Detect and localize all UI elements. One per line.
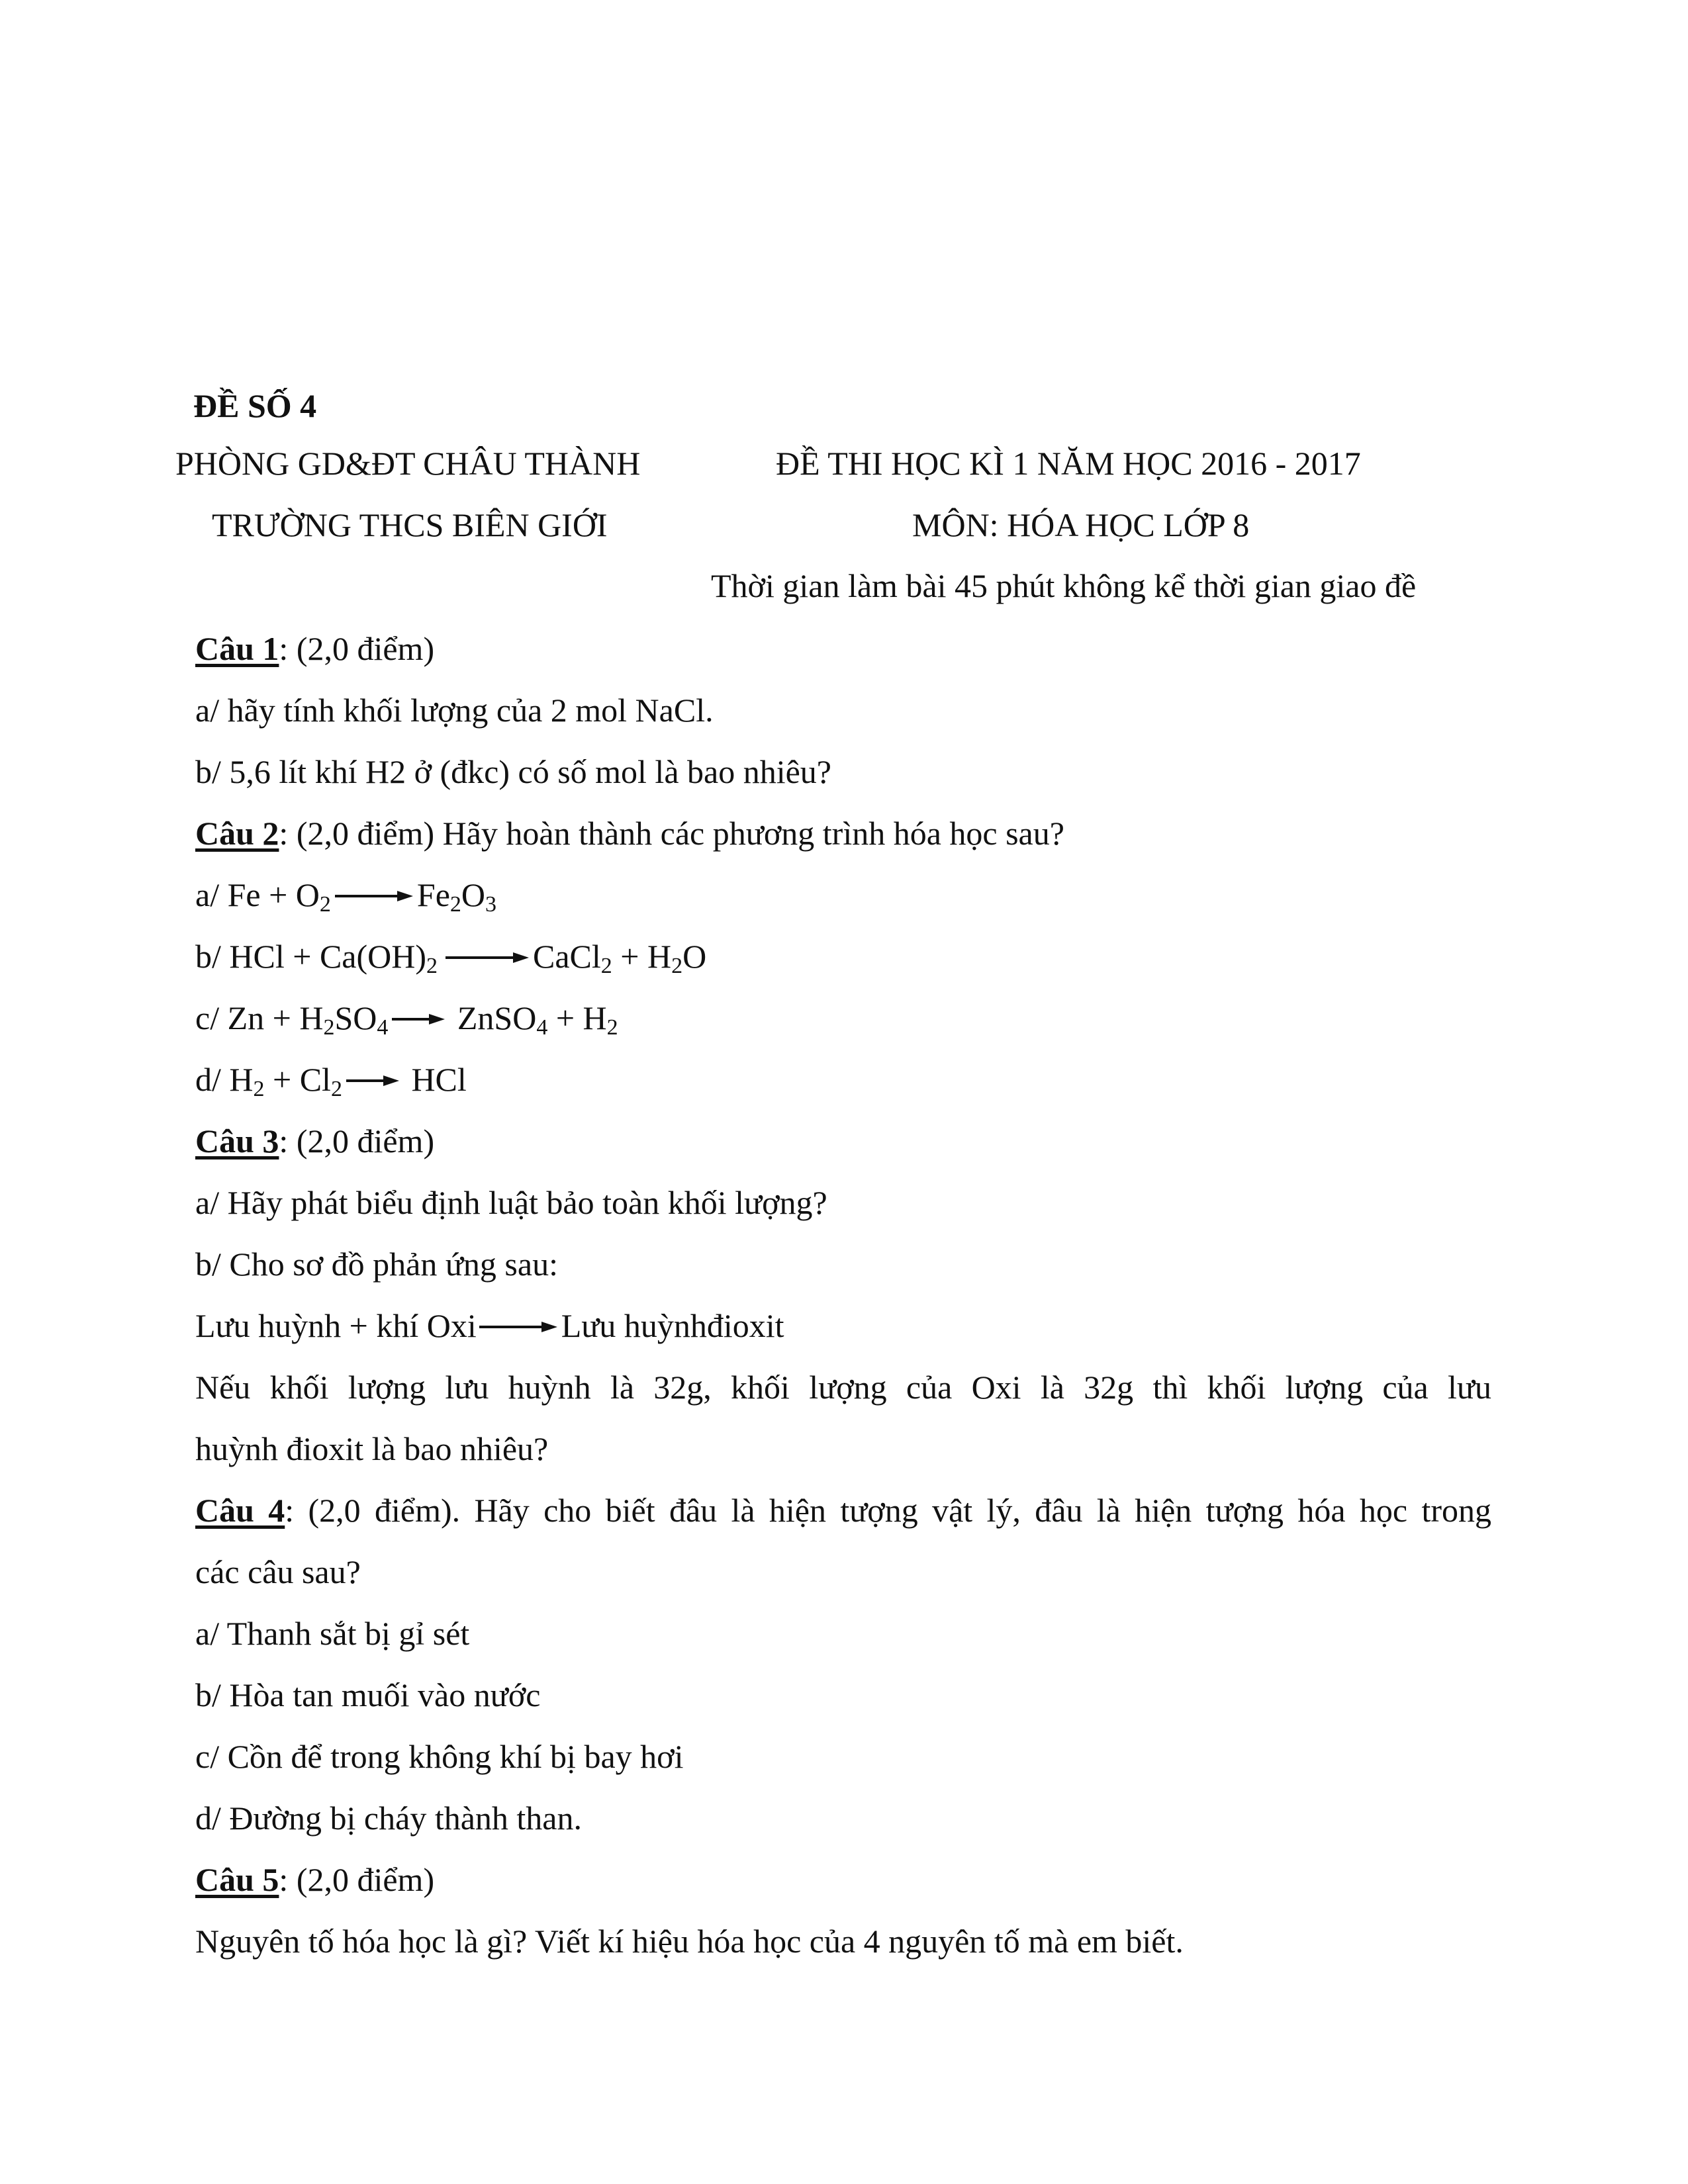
exam-title: ĐỀ THI HỌC KÌ 1 NĂM HỌC 2016 - 2017 [776,445,1361,482]
question-1-heading [195,632,434,665]
question-3-part-b: b/ Cho sơ đồ phản ứng sau: [195,1246,558,1283]
question-3-problem-line-2: huỳnh đioxit là bao nhiêu? [195,1430,549,1467]
question-2-text: : (2,0 điểm) Hãy hoàn thành các phương trình hóa học sau? [279,815,1064,852]
question-3-points: : (2,0 điểm) [279,1122,435,1160]
reaction-scheme: Lưu huỳnh + khí Oxi Lưu huỳnhđioxit [195,1307,784,1344]
question-5-label: Câu 5 [195,1861,279,1898]
question-3-problem-line-1: Nếu khối lượng lưu huỳnh là 32g, khối lượng của Oxi là 32g thì khối lượng của lưu [195,1369,1491,1406]
question-1-part-b: b/ 5,6 lít khí H2 ở (đkc) có số mol là bao nhiêu? [195,753,831,790]
exam-number: ĐỀ SỐ 4 [193,387,317,424]
question-4-part-c: c/ Cồn để trong không khí bị bay hơi [195,1738,684,1775]
question-4-label: Câu 4 [195,1492,285,1529]
question-3-label: Câu 3 [195,1122,279,1160]
equation-c: c/ $Zn + H_2SO_4$ ZnSO$_4$ + $H_2$ [195,999,618,1040]
reaction-arrow-icon [334,889,414,903]
question-4-text-line-2: các câu sau? [195,1553,361,1590]
question-4-part-d: d/ Đường bị cháy thành than. [195,1799,582,1837]
question-4-text-line-1: : (2,0 điểm). Hãy cho biết đâu là hiện tượng vật lý, đâu là hiện tượng hóa học trong [285,1492,1492,1529]
question-3-heading [195,1124,434,1158]
school-name: TRƯỜNG THCS BIÊN GIỚI [212,506,608,543]
department-name: PHÒNG GD&ĐT CHÂU THÀNH [175,445,641,482]
question-4-part-b: b/ Hòa tan muối vào nước [195,1676,541,1713]
equation-a: a/ $Fe + O_2$ $Fe_2O_3$ [195,876,496,917]
question-4-heading [195,1494,1491,1527]
question-5-points: : (2,0 điểm) [279,1861,435,1898]
question-1-part-a: a/ hãy tính khối lượng của 2 mol NaCl. [195,692,714,729]
subject-title: MÔN: HÓA HỌC LỚP 8 [912,506,1250,543]
question-4-part-a: a/ Thanh sắt bị gỉ sét [195,1615,470,1652]
question-2-label: Câu 2 [195,815,279,852]
reaction-arrow-icon [479,1320,559,1334]
question-2-heading [195,817,1064,850]
reaction-arrow-icon [440,951,530,964]
question-5-heading [195,1863,434,1896]
question-5-text: Nguyên tố hóa học là gì? Viết kí hiệu hóa học của 4 nguyên tố mà em biết. [195,1923,1184,1960]
equation-d: d/ $H_2 + Cl_2$ HCl [195,1061,467,1101]
question-1-label: Câu 1 [195,630,279,667]
reaction-arrow-icon [345,1074,400,1087]
question-1-points: : (2,0 điểm) [279,630,435,667]
equation-b: b/ HCl + $Ca(OH)_2$ CaCl$_2$ + $H_2O$ [195,938,707,978]
question-3-part-a: a/ Hãy phát biểu định luật bảo toàn khối lượng? [195,1184,827,1221]
reaction-arrow-icon [391,1013,446,1026]
exam-duration: Thời gian làm bài 45 phút không kể thời gian giao đề [711,567,1417,604]
